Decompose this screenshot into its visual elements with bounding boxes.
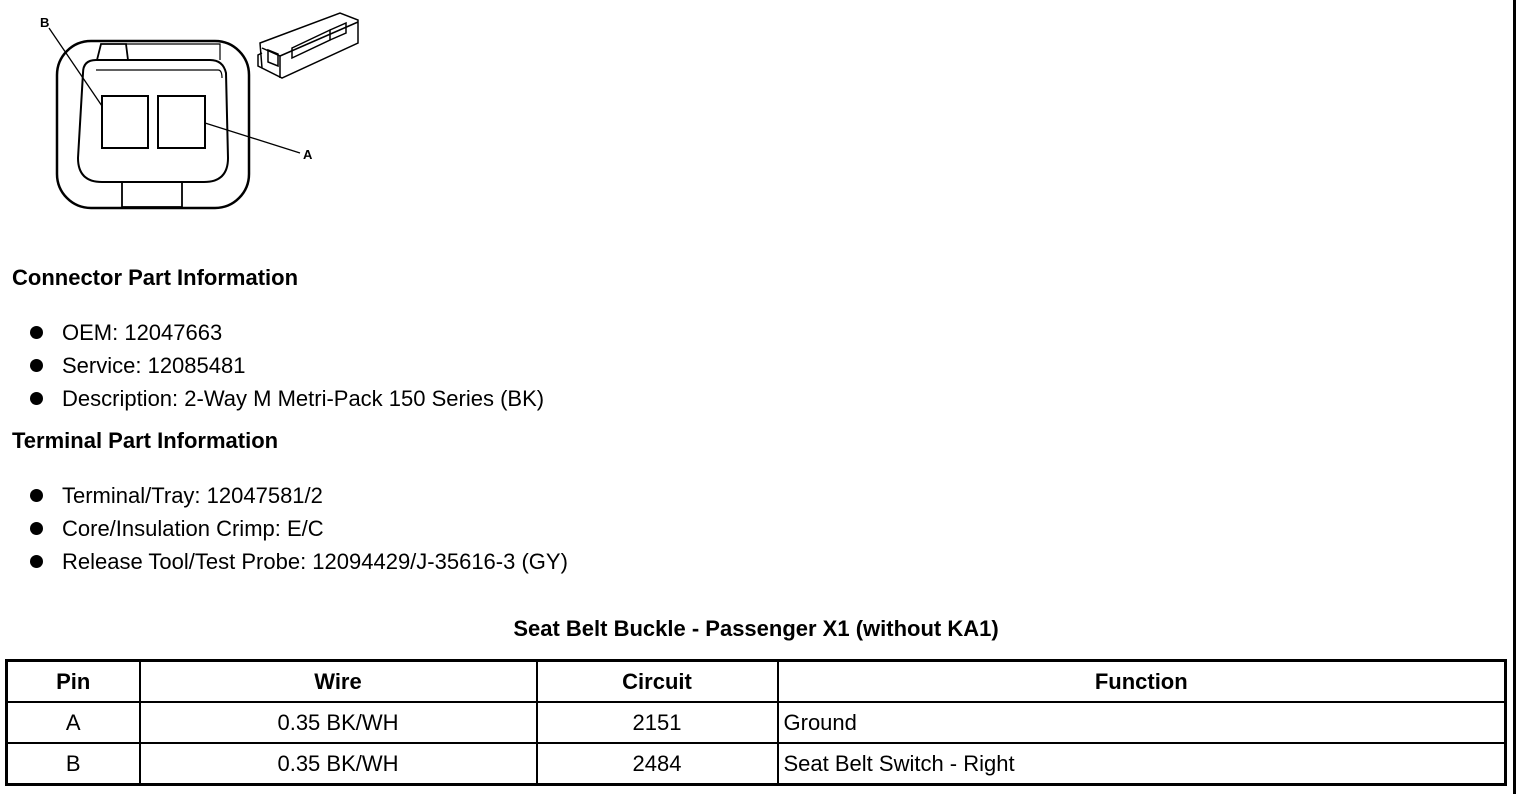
pin-b-label: B xyxy=(40,15,50,30)
connector-part-list xyxy=(30,316,544,415)
cell-function: Seat Belt Switch - Right xyxy=(778,743,1506,785)
list-item-text: Core/Insulation Crimp: E/C xyxy=(62,516,324,541)
list-item-text: Service: 12085481 xyxy=(62,353,246,378)
cell-circuit: 2151 xyxy=(537,702,778,743)
cell-wire: 0.35 BK/WH xyxy=(140,702,537,743)
header-function: Function xyxy=(778,661,1506,703)
cell-circuit: 2484 xyxy=(537,743,778,785)
bullet-icon xyxy=(30,489,43,502)
cell-function: Ground xyxy=(778,702,1506,743)
bullet-icon xyxy=(30,555,43,568)
pinout-table xyxy=(5,659,1507,786)
connector-part-heading: Connector Part Information xyxy=(12,265,299,290)
bullet-icon xyxy=(30,326,43,339)
terminal-part-list xyxy=(30,479,568,578)
pin-a-label: A xyxy=(303,147,313,162)
terminal-part-heading: Terminal Part Information xyxy=(12,428,279,453)
bullet-icon xyxy=(30,522,43,535)
connector-face-drawing xyxy=(30,8,380,218)
list-item xyxy=(30,545,568,578)
header-pin: Pin xyxy=(7,661,140,703)
list-item-text: Terminal/Tray: 12047581/2 xyxy=(62,483,323,508)
header-circuit: Circuit xyxy=(537,661,778,703)
bullet-icon xyxy=(30,392,43,405)
list-item-text: Release Tool/Test Probe: 12094429/J-35616-3 (GY) xyxy=(62,549,568,574)
table-title: Seat Belt Buckle - Passenger X1 (without KA1) xyxy=(513,616,999,641)
cell-pin: A xyxy=(7,702,140,743)
cell-wire: 0.35 BK/WH xyxy=(140,743,537,785)
list-item xyxy=(30,479,568,512)
page-border xyxy=(1513,0,1516,794)
list-item-text: Description: 2-Way M Metri-Pack 150 Series (BK) xyxy=(62,386,545,411)
list-item-text: OEM: 12047663 xyxy=(62,320,223,345)
list-item xyxy=(30,382,544,415)
list-item xyxy=(30,316,544,349)
table-header-row xyxy=(7,661,1506,703)
list-item xyxy=(30,512,568,545)
cell-pin: B xyxy=(7,743,140,785)
table-row xyxy=(7,702,1506,743)
table-row xyxy=(7,743,1506,785)
bullet-icon xyxy=(30,359,43,372)
connector-diagram xyxy=(30,8,380,218)
list-item xyxy=(30,349,544,382)
header-wire: Wire xyxy=(140,661,537,703)
